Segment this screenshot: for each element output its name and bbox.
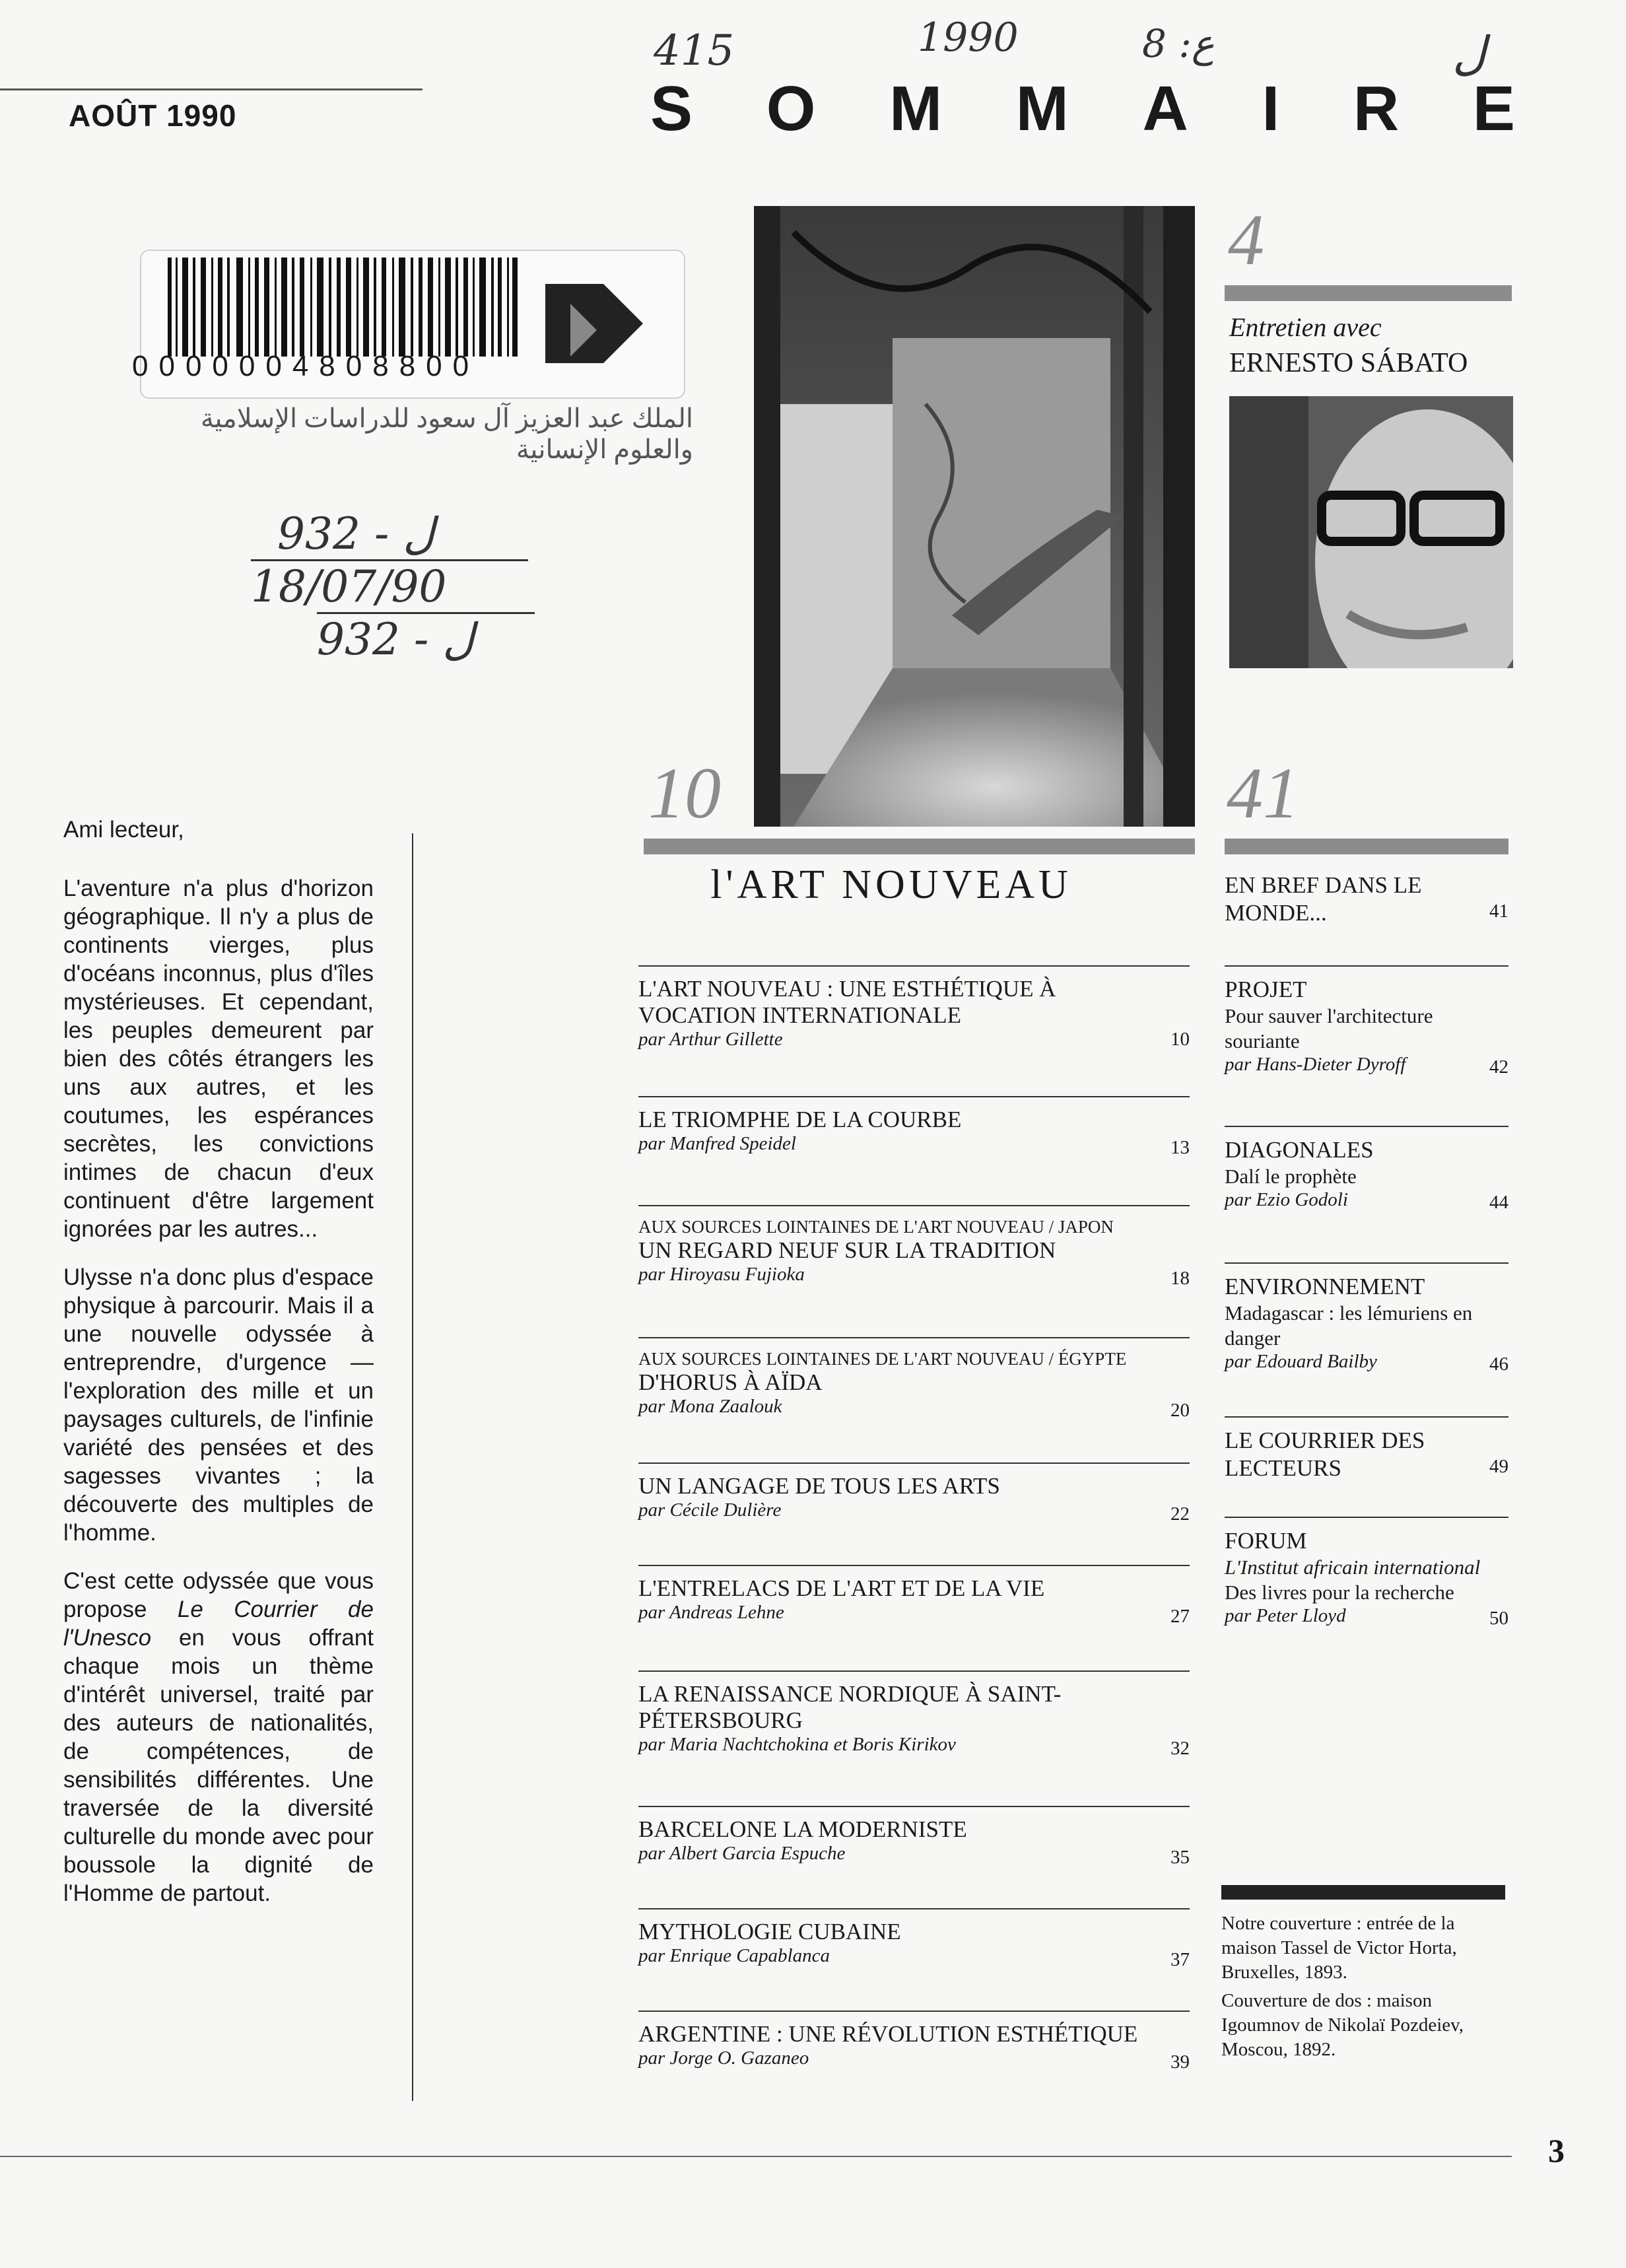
toc-title: ARGENTINE : UNE RÉVOLUTION ESTHÉTIQUE	[638, 2021, 1138, 2047]
editorial-p3-start: C'est cette odyssée que vous propose	[63, 1568, 374, 1622]
toc-entry[interactable]	[638, 1337, 1190, 1421]
toc-entry[interactable]	[638, 2010, 1190, 2073]
feature-entry[interactable]	[1225, 1416, 1508, 1509]
feature-author: par Peter Lloyd	[1225, 1605, 1346, 1626]
feature-subtitle: L'Institut africain international	[1225, 1556, 1481, 1579]
toc-author: par Andreas Lehne	[638, 1602, 784, 1623]
handwritten-note-d: ل	[1452, 26, 1486, 81]
interview-number-bar	[1225, 285, 1512, 301]
feature-page-number: 46	[1489, 1354, 1508, 1375]
toc-page-number: 32	[1170, 1738, 1190, 1759]
toc-page-number: 13	[1170, 1137, 1190, 1158]
toc-entry[interactable]	[638, 965, 1190, 1050]
toc-author: par Albert Garcia Espuche	[638, 1843, 846, 1864]
toc-kicker: AUX SOURCES LOINTAINES DE L'ART NOUVEAU / JAPON	[638, 1217, 1114, 1237]
toc-title: D'HORUS À AÏDA	[638, 1369, 823, 1395]
feature-entry[interactable]	[1225, 965, 1508, 1080]
feature-entry[interactable]	[1225, 872, 1508, 953]
toc-author: par Maria Nachtchokina et Boris Kirikov	[638, 1734, 956, 1755]
title-letter: E	[1472, 73, 1515, 144]
editorial-p3-end: en vous offrant chaque mois un thème d'intérêt universel, traité par des auteurs de nationalités, de compétences, de sensibilités différentes. Une traversée de la diversité culturelle du monde avec pour boussole la dignité de l'Homme de partout.	[63, 1625, 374, 1906]
title-letter: O	[766, 73, 816, 144]
toc-entry[interactable]	[638, 1908, 1190, 1970]
toc-page-number: 37	[1170, 1949, 1190, 1970]
feature-entry[interactable]	[1225, 1126, 1508, 1216]
handwritten-note-b: 1990	[918, 15, 1019, 61]
toc-entry[interactable]	[638, 1565, 1190, 1627]
toc-author: par Hiroyasu Fujioka	[638, 1264, 805, 1285]
interview-page-number: 4	[1228, 199, 1264, 280]
toc-author: par Cécile Dulière	[638, 1499, 782, 1521]
toc-page-number: 22	[1170, 1503, 1190, 1525]
header-rule	[0, 88, 423, 90]
feature-page-number: 42	[1489, 1056, 1508, 1078]
feature-author: par Edouard Bailby	[1225, 1351, 1377, 1372]
accession-number: 932 - ل	[277, 508, 435, 559]
art-nouveau-staircase-photo	[754, 206, 1195, 827]
cover-notes-bar	[1221, 1885, 1505, 1900]
editorial-greeting: Ami lecteur,	[63, 817, 184, 842]
issue-date: AOÛT 1990	[69, 98, 237, 133]
feature-description: Dalí le prophète	[1225, 1165, 1357, 1188]
toc-entry[interactable]	[638, 1670, 1190, 1759]
title-letter: R	[1353, 73, 1400, 144]
feature-description: Pour sauver l'architecture souriante	[1225, 1004, 1433, 1052]
right-section-page-number: 41	[1227, 753, 1299, 833]
toc-page-number: 27	[1170, 1606, 1190, 1627]
front-cover-caption: Notre couverture : entrée de la maison Tassel de Victor Horta, Bruxelles, 1893.	[1221, 1913, 1457, 1983]
page-title	[650, 73, 1515, 145]
footer-rule	[0, 2156, 1512, 2157]
toc-author: par Jorge O. Gazaneo	[638, 2047, 809, 2069]
magazine-name: Le Courrier de l'Unesco	[63, 1597, 374, 1651]
interview-name: ERNESTO SÁBATO	[1229, 348, 1468, 378]
handwritten-note-c: ع: 8	[1142, 21, 1215, 66]
back-cover-caption: Couverture de dos : maison Igoumnov de Nikolaï Pozdeiev, Moscou, 1892.	[1221, 1990, 1464, 2060]
barcode-number: 0000004808800	[132, 350, 480, 382]
page-number: 3	[1548, 2132, 1565, 2169]
toc-page-number: 35	[1170, 1847, 1190, 1868]
title-letter: M	[1015, 73, 1069, 144]
toc-rule	[638, 1337, 1190, 1338]
feature-title: PROJET	[1225, 977, 1307, 1002]
right-number-bar	[1225, 839, 1508, 854]
toc-entry[interactable]	[638, 1096, 1190, 1158]
toc-entry[interactable]	[638, 1806, 1190, 1868]
interview-kicker: Entretien avec	[1229, 312, 1382, 342]
feature-description: Des livres pour la recherche	[1225, 1581, 1454, 1604]
toc-title: LA RENAISSANCE NORDIQUE À SAINT-PÉTERSBOURG	[638, 1681, 1062, 1733]
toc-author: par Mona Zaalouk	[638, 1396, 782, 1417]
accession-date: 18/07/90	[251, 559, 528, 612]
feature-page-number: 41	[1489, 901, 1508, 922]
main-number-bar	[644, 839, 1195, 854]
toc-entry[interactable]	[638, 1205, 1190, 1289]
section-heading: l'ART NOUVEAU	[710, 862, 1072, 907]
toc-author: par Manfred Speidel	[638, 1133, 796, 1154]
toc-page-number: 39	[1170, 2051, 1190, 2073]
feature-author: par Hans-Dieter Dyroff	[1225, 1054, 1406, 1075]
feature-page-number: 49	[1489, 1456, 1508, 1477]
feature-page-number: 44	[1489, 1192, 1508, 1213]
library-stamp-text: الملك عبد العزيز آل سعود للدراسات الإسلامية والعلوم الإنسانية	[200, 403, 693, 464]
toc-title: L'ENTRELACS DE L'ART ET DE LA VIE	[638, 1575, 1045, 1601]
toc-title: BARCELONE LA MODERNISTE	[638, 1816, 967, 1842]
cover-notes	[1221, 1911, 1512, 2066]
toc-title: LE TRIOMPHE DE LA COURBE	[638, 1107, 962, 1132]
toc-title: MYTHOLOGIE CUBAINE	[638, 1919, 901, 1944]
feature-title: ENVIRONNEMENT	[1225, 1274, 1425, 1299]
accession-number-repeat: 932 - ل	[317, 612, 535, 665]
feature-title: LE COURRIER DES LECTEURS	[1225, 1427, 1425, 1481]
feature-title: FORUM	[1225, 1528, 1307, 1554]
toc-page-number: 10	[1170, 1029, 1190, 1050]
feature-description: Madagascar : les lémuriens en danger	[1225, 1301, 1473, 1350]
feature-title: DIAGONALES	[1225, 1137, 1374, 1163]
ernesto-sabato-portrait	[1229, 396, 1513, 668]
handwritten-note-a: 415	[654, 26, 735, 75]
toc-title: UN LANGAGE DE TOUS LES ARTS	[638, 1473, 1000, 1499]
feature-author: par Ezio Godoli	[1225, 1189, 1348, 1210]
editorial-column	[63, 815, 374, 1927]
editorial-paragraph-3	[63, 1567, 374, 1907]
toc-kicker: AUX SOURCES LOINTAINES DE L'ART NOUVEAU / ÉGYPTE	[638, 1349, 1127, 1369]
main-section-page-number: 10	[648, 753, 721, 833]
feature-title: EN BREF DANS LE MONDE...	[1225, 872, 1422, 926]
accession-stamp	[185, 423, 700, 665]
toc-author: par Enrique Capablanca	[638, 1945, 830, 1966]
editorial-paragraph-2: Ulysse n'a donc plus d'espace physique à parcourir. Mais il a une nouvelle odyssée à entreprendre, d'urgence — l'exploration des mille et un paysages culturels, de l'infinie variété des pensées et des sagesses vivantes ; la découverte des multiples de l'homme.	[63, 1264, 374, 1546]
feature-entry[interactable]	[1225, 1262, 1508, 1377]
toc-title: L'ART NOUVEAU : UNE ESTHÉTIQUE À VOCATION INTERNATIONALE	[638, 976, 1056, 1028]
toc-page-number: 20	[1170, 1400, 1190, 1421]
title-letter: S	[650, 73, 693, 144]
toc-rule	[638, 1205, 1190, 1206]
title-letter: I	[1262, 73, 1280, 144]
editorial-paragraph-1: L'aventure n'a plus d'horizon géographique. Il n'y a plus de continents vierges, plus d'océans inconnus, plus d'îles mystérieuses. Et cependant, les peuples demeurent par bien des côtés étrangers les uns aux autres, et les coutumes, les espérances secrètes, les convictions intimes de chacun d'eux continuent d'être largement ignorées par les autres...	[63, 876, 374, 1242]
column-divider	[412, 833, 413, 2101]
feature-page-number: 50	[1489, 1608, 1508, 1629]
toc-page-number: 18	[1170, 1268, 1190, 1289]
toc-author: par Arthur Gillette	[638, 1029, 783, 1050]
title-letter: A	[1142, 73, 1188, 144]
feature-entry[interactable]	[1225, 1517, 1508, 1632]
toc-title: UN REGARD NEUF SUR LA TRADITION	[638, 1237, 1056, 1263]
toc-entry[interactable]	[638, 1462, 1190, 1525]
title-letter: M	[889, 73, 943, 144]
